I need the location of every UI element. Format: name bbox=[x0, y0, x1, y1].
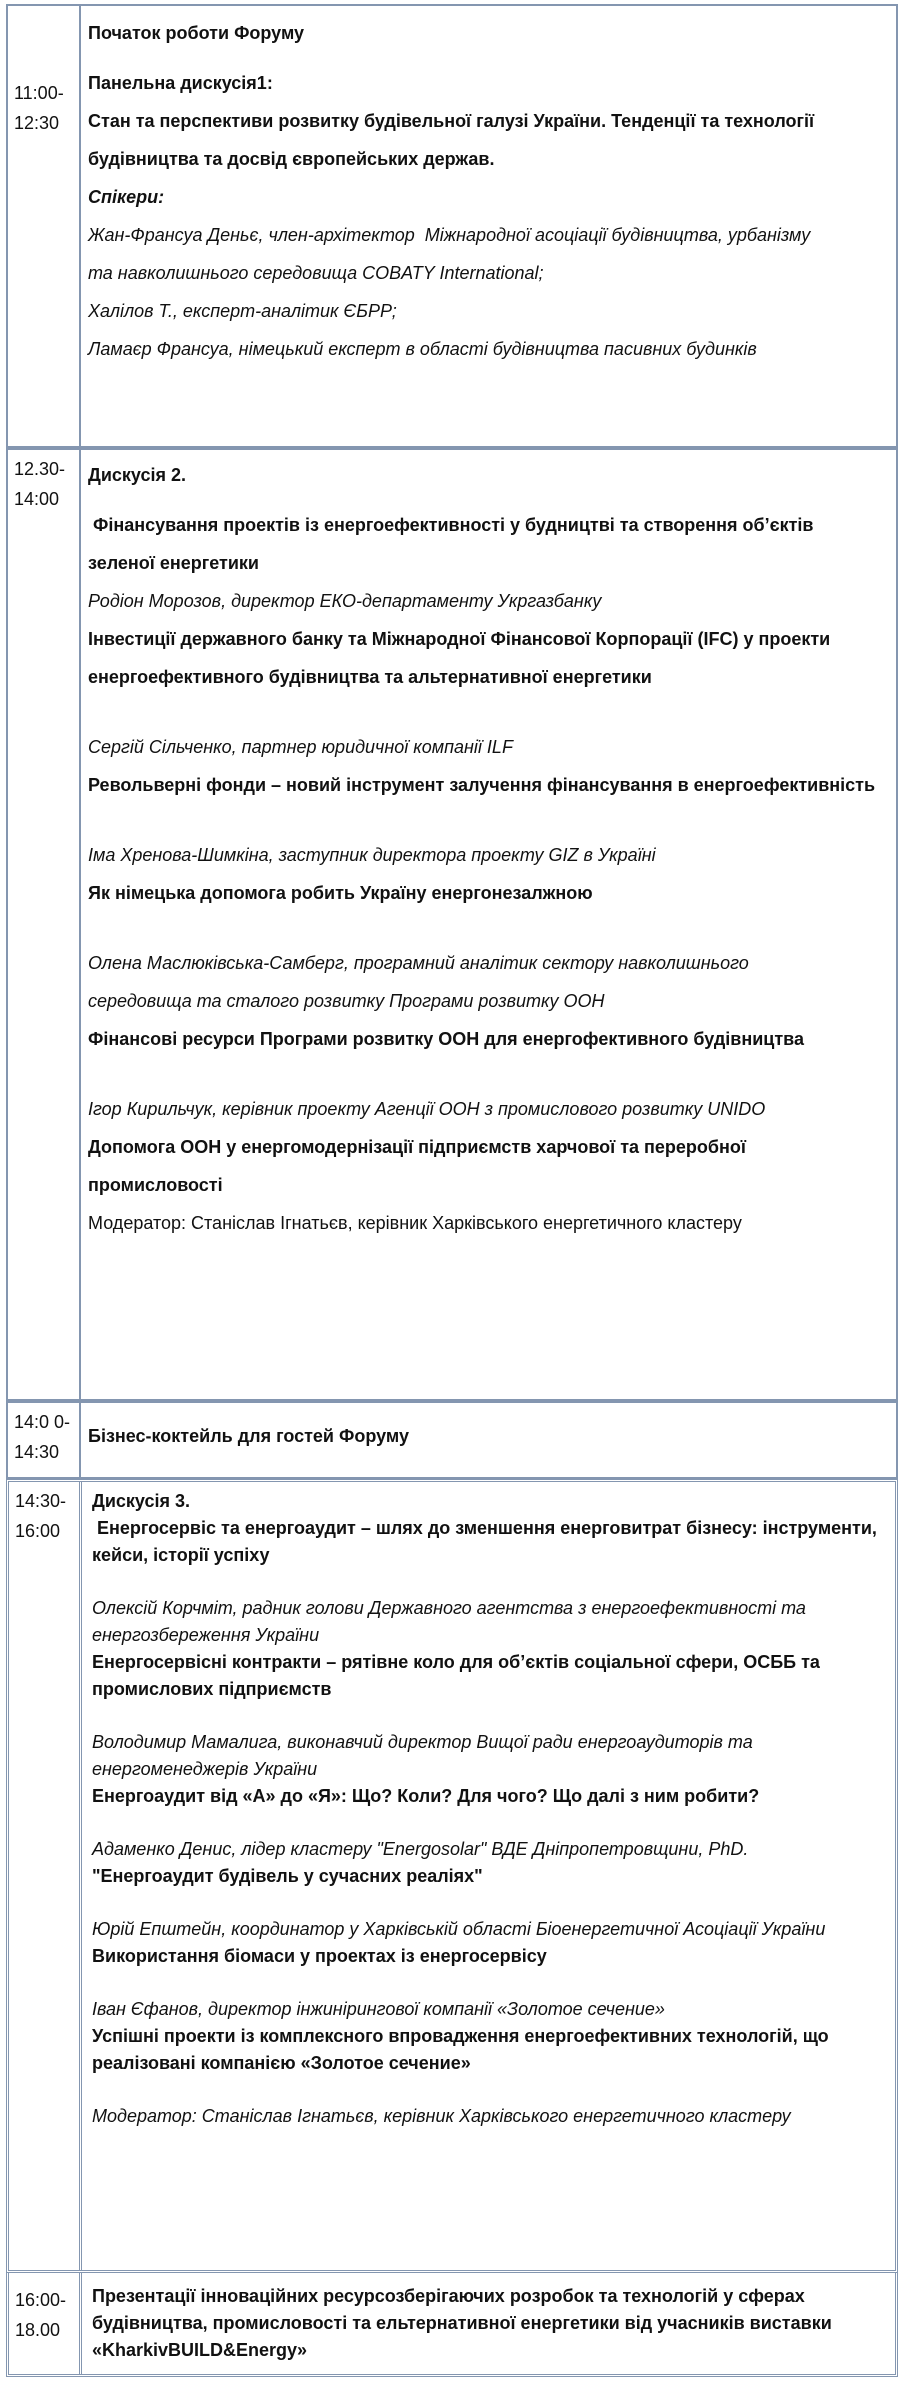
time-end: 14:30 bbox=[14, 1442, 60, 1462]
topic-line: Енергосервіс та енергоаудит – шлях до зменшення енерговитрат бізнесу: інструменти, bbox=[92, 1518, 877, 1538]
forum-opening: Початок роботи Форуму bbox=[88, 23, 305, 43]
talk-title: Успішні проекти із комплексного впровадження енергоефективних технологій, що bbox=[92, 2026, 829, 2046]
time-cell bbox=[8, 6, 81, 446]
talk-title: Допомога ООН у енергомодернізації підприємств харчової та переробної bbox=[88, 1137, 746, 1157]
speaker-line: Олексій Корчміт, радник голови Державного агентства з енергоефективності та bbox=[92, 1598, 806, 1618]
agenda-row-session-1 bbox=[6, 4, 898, 448]
panel-title: Панельна дискусія1: bbox=[88, 73, 273, 93]
speaker-line: Халілов Т., експерт-аналітик ЄБРР; bbox=[88, 301, 397, 321]
time-start: 12.30- bbox=[14, 459, 66, 479]
topic-line: будівництва та досвід європейських держав. bbox=[88, 149, 495, 169]
speaker-line: та навколишнього середовища COBATY International; bbox=[88, 263, 544, 283]
speaker-line: Ігор Кирильчук, керівник проекту Агенції ООН з промислового розвитку UNIDO bbox=[88, 1099, 766, 1119]
session-content bbox=[82, 2273, 895, 2374]
talk-title: промислових підприємств bbox=[92, 1679, 332, 1699]
session-content bbox=[81, 6, 896, 446]
time-end: 14:00 bbox=[14, 489, 60, 509]
time-cell bbox=[8, 450, 81, 1399]
speaker-line: енергозбереження України bbox=[92, 1625, 320, 1645]
agenda bbox=[6, 4, 898, 2377]
moderator-line: Модератор: Станіслав Ігнатьєв, керівник Харківського енергетичного кластеру bbox=[92, 2106, 791, 2126]
speaker-line: Родіон Морозов, директор ЕКО-департаменту Укргазбанку bbox=[88, 591, 602, 611]
talk-title: промисловості bbox=[88, 1175, 223, 1195]
speaker-line: Володимир Мамалига, виконавчий директор Вищої ради енергоаудиторів та bbox=[92, 1732, 753, 1752]
topic-line: Стан та перспективи розвитку будівельної галузі України. Тенденції та технології bbox=[88, 111, 815, 131]
session-content bbox=[81, 450, 896, 1399]
talk-title: енергоефективного будівництва та альтернативної енергетики bbox=[88, 667, 652, 687]
time-cell bbox=[9, 1482, 82, 2270]
topic-line: кейси, історії успіху bbox=[92, 1545, 270, 1565]
speaker-line: Олена Маслюківська-Самберг, програмний аналітик сектору навколишнього bbox=[88, 953, 749, 973]
speakers-heading: Спікери: bbox=[88, 187, 165, 207]
time-end: 12:30 bbox=[14, 113, 60, 133]
speaker-line: Жан-Франсуа Деньє, член-архітектор Міжнародної асоціації будівництва, урбанізму bbox=[88, 225, 811, 245]
time-start: 11:00- bbox=[14, 83, 64, 103]
talk-title: Револьверні фонди – новий інструмент залучення фінансування в енергоефективність bbox=[88, 775, 876, 795]
time-cell bbox=[8, 1403, 81, 1477]
talk-title: Використання біомаси у проектах із енергосервісу bbox=[92, 1946, 547, 1966]
talk-title: реалізовані компанією «Золотое сечение» bbox=[92, 2053, 471, 2073]
speaker-line: Ламаєр Франсуа, німецький експерт в області будівництва пасивних будинків bbox=[88, 339, 757, 359]
time-start: 14:0 0- bbox=[14, 1412, 71, 1432]
speaker-line: Сергій Сільченко, партнер юридичної компанії ILF bbox=[88, 737, 513, 757]
speaker-line: Іма Хренова-Шимкіна, заступник директора проекту GIZ в Україні bbox=[88, 845, 656, 865]
presentation-line: «KharkivBUILD&Energy» bbox=[92, 2340, 308, 2360]
discussion-title: Дискусія 3. bbox=[92, 1491, 190, 1511]
agenda-row-session-2 bbox=[6, 448, 898, 1401]
time-end: 18.00 bbox=[15, 2320, 61, 2340]
moderator-line: Модератор: Станіслав Ігнатьєв, керівник Харківського енергетичного кластеру bbox=[88, 1213, 742, 1233]
speaker-line: Іван Єфанов, директор інжинірингової компанії «Золотое сечение» bbox=[92, 1999, 665, 2019]
presentation-line: Презентації інноваційних ресурсозберігаючих розробок та технологій у сферах bbox=[92, 2286, 805, 2306]
agenda-row-session-4 bbox=[6, 1479, 898, 2273]
speaker-line: енергоменеджерів України bbox=[92, 1759, 318, 1779]
talk-title: Як німецька допомога робить Україну енергонезалжною bbox=[88, 883, 593, 903]
speaker-line: Адаменко Денис, лідер кластеру "Energosolar" ВДЕ Дніпропетровщини, PhD. bbox=[92, 1839, 749, 1859]
agenda-row-session-5 bbox=[6, 2273, 898, 2377]
time-cell bbox=[9, 2273, 82, 2374]
session-content bbox=[82, 1482, 895, 2270]
cocktail-line: Бізнес-коктейль для гостей Форуму bbox=[88, 1426, 409, 1446]
talk-title: Інвестиції державного банку та Міжнародної Фінансової Корпорації (IFC) у проекти bbox=[88, 629, 831, 649]
speaker-line: Юрій Епштейн, координатор у Харківській області Біоенергетичної Асоціації України bbox=[92, 1919, 826, 1939]
agenda-row-session-3 bbox=[6, 1401, 898, 1479]
topic-line: зеленої енергетики bbox=[88, 553, 259, 573]
time-start: 16:00- bbox=[15, 2290, 67, 2310]
presentation-line: будівництва, промисловості та ельтернативної енергетики від учасників виставки bbox=[92, 2313, 832, 2333]
speaker-line: середовища та сталого розвитку Програми розвитку ООН bbox=[88, 991, 605, 1011]
session-content bbox=[81, 1403, 896, 1477]
topic-line: Фінансування проектів із енергоефективності у будництві та створення об’єктів bbox=[88, 515, 814, 535]
discussion-title: Дискусія 2. bbox=[88, 465, 186, 485]
talk-title: Фінансові ресурси Програми розвитку ООН для енергофективного будівництва bbox=[88, 1029, 805, 1049]
talk-title: Енергосервісні контракти – рятівне коло для об’єктів соціальної сфери, ОСББ та bbox=[92, 1652, 820, 1672]
time-end: 16:00 bbox=[15, 1521, 61, 1541]
time-start: 14:30- bbox=[15, 1491, 67, 1511]
talk-title: "Енергоаудит будівель у сучасних реаліях" bbox=[92, 1866, 483, 1886]
talk-title: Енергоаудит від «А» до «Я»: Що? Коли? Для чого? Що далі з ним робити? bbox=[92, 1786, 760, 1806]
